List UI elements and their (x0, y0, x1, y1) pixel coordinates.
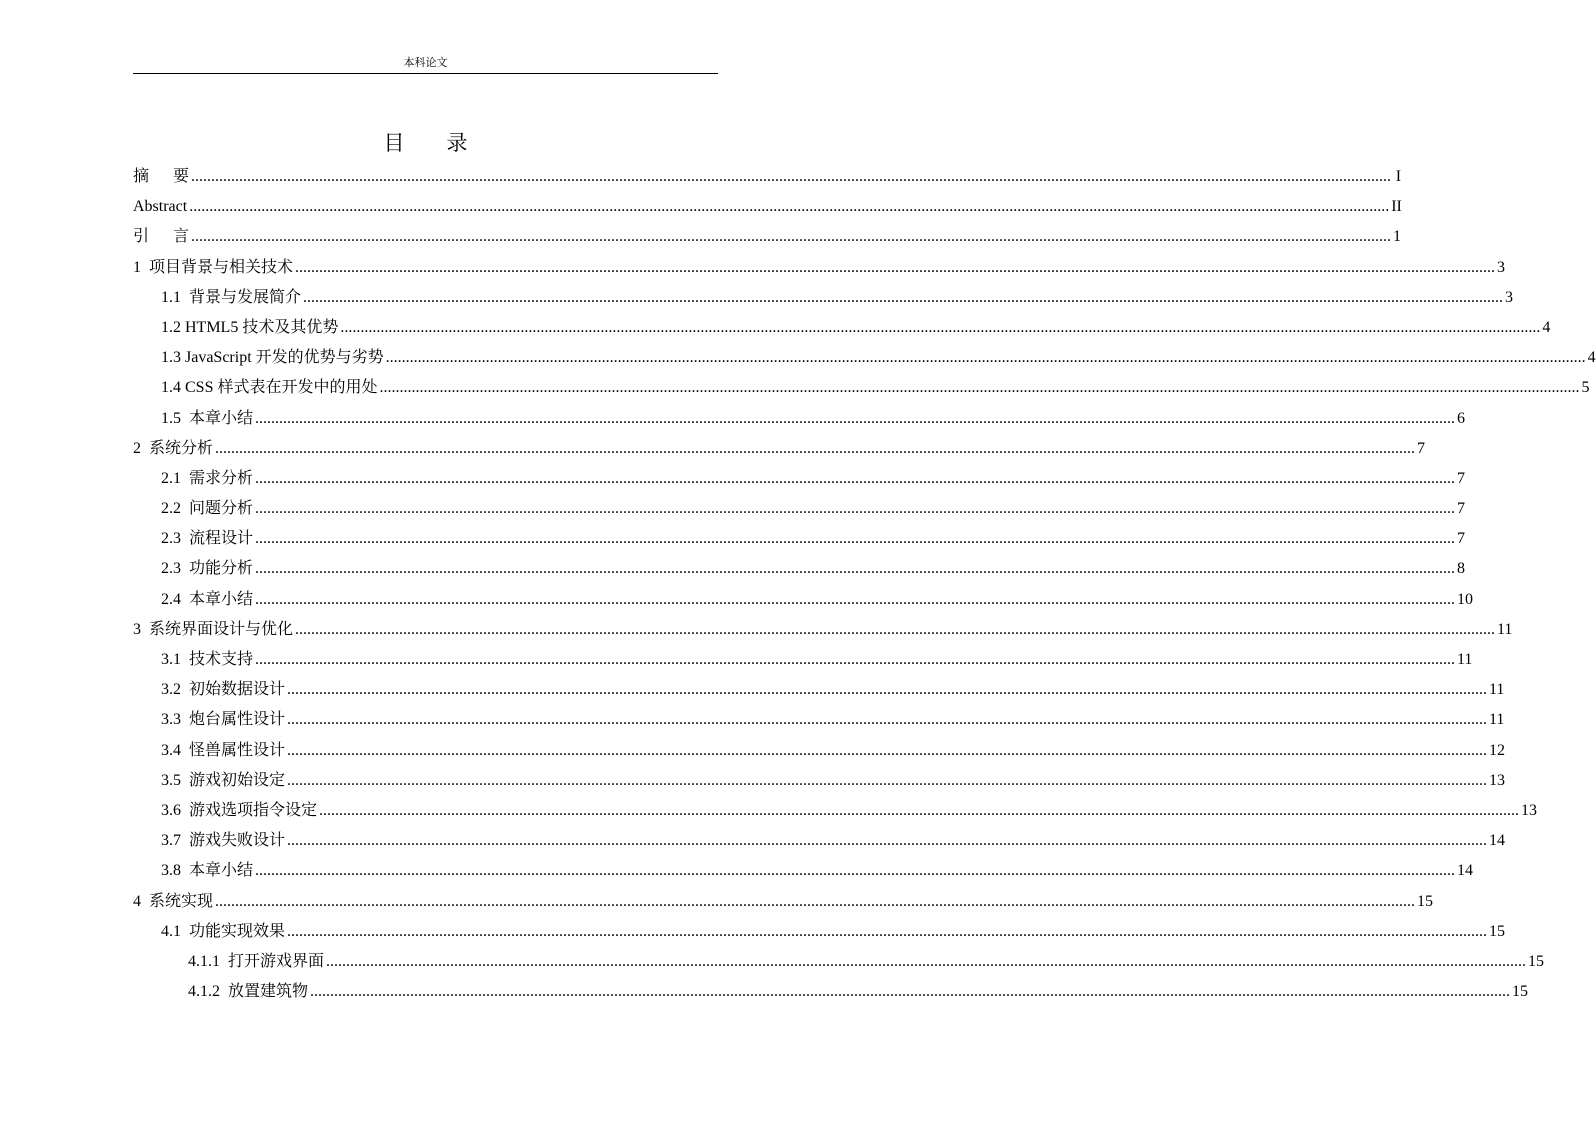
toc-entry-label: 2.3 功能分析 (161, 560, 254, 578)
toc-dot-leader: ............................................................................................................................................................................................................................................................................................................ (255, 409, 1456, 427)
toc-entry-page: 3 (1505, 288, 1514, 306)
toc-dot-leader: ............................................................................................................................................................................................................................................................................................................ (191, 168, 1392, 185)
toc-entry-page: 15 (1417, 892, 1434, 910)
toc-title (133, 130, 718, 156)
toc-entry-label: 4.1.1 打开游戏界面 (188, 952, 325, 970)
toc-entry[interactable] (133, 921, 1506, 951)
toc-dot-leader: ............................................................................................................................................................................................................................................................................................................ (287, 771, 1488, 789)
toc-entry-page: 12 (1489, 741, 1506, 759)
toc-entry-page: 5 (1581, 379, 1590, 397)
toc-dot-leader: ............................................................................................................................................................................................................................................................................................................ (255, 469, 1456, 487)
toc-dot-leader: ............................................................................................................................................................................................................................................................................................................ (287, 741, 1488, 759)
toc-entry-page: 15 (1489, 922, 1506, 940)
toc-entry[interactable] (133, 317, 1551, 347)
toc-entry[interactable] (133, 619, 1513, 649)
toc-entry-label: 2.3 流程设计 (161, 530, 254, 548)
toc-entry[interactable] (133, 860, 1474, 890)
toc-entry[interactable] (133, 800, 1538, 830)
toc-dot-leader: ............................................................................................................................................................................................................................................................................................................ (189, 198, 1390, 216)
toc-entry-label: 3.3 炮台属性设计 (161, 711, 286, 729)
toc-entry[interactable] (133, 377, 1590, 407)
toc-entry[interactable] (133, 589, 1474, 619)
toc-entry-page: 13 (1489, 771, 1506, 789)
toc-entry[interactable] (133, 226, 1402, 256)
toc-entry-page: 14 (1457, 862, 1474, 880)
toc-entry-page: 15 (1528, 952, 1545, 970)
toc-dot-leader: ............................................................................................................................................................................................................................................................................................................ (295, 258, 1496, 276)
toc-entry[interactable] (133, 770, 1506, 800)
toc-entry-label: 3.2 初始数据设计 (161, 681, 286, 699)
toc-entry-label: 引 言 (133, 228, 190, 246)
toc-entry-label: 2.2 问题分析 (161, 500, 254, 518)
toc-entry[interactable] (133, 287, 1514, 317)
toc-entry[interactable] (133, 740, 1506, 770)
toc-entry-label: 摘 要 (133, 168, 190, 185)
toc-entry-label: 1.4 CSS 样式表在开发中的用处 (161, 379, 378, 397)
table-of-contents (133, 166, 1596, 1011)
toc-dot-leader: ............................................................................................................................................................................................................................................................................................................ (191, 228, 1392, 246)
toc-entry[interactable] (133, 558, 1466, 588)
toc-entry-page: 14 (1489, 832, 1506, 850)
header-rule (133, 73, 718, 74)
toc-dot-leader: ............................................................................................................................................................................................................................................................................................................ (255, 560, 1456, 578)
toc-entry-label: 2.1 需求分析 (161, 469, 254, 487)
toc-dot-leader: ............................................................................................................................................................................................................................................................................................................ (303, 288, 1504, 306)
toc-entry-label: 3.8 本章小结 (161, 862, 254, 880)
toc-entry-label: 1 项目背景与相关技术 (133, 258, 294, 276)
toc-entry-label: 1.1 背景与发展简介 (161, 288, 302, 306)
toc-entry-label: 1.5 本章小结 (161, 409, 254, 427)
toc-dot-leader: ............................................................................................................................................................................................................................................................................................................ (255, 862, 1456, 880)
toc-entry[interactable] (133, 528, 1466, 558)
toc-entry-label: 1.3 JavaScript 开发的优势与劣势 (161, 349, 384, 367)
toc-dot-leader: ............................................................................................................................................................................................................................................................................................................ (287, 922, 1488, 940)
toc-dot-leader: ............................................................................................................................................................................................................................................................................................................ (319, 801, 1520, 819)
toc-entry[interactable] (133, 166, 1402, 196)
toc-entry[interactable] (133, 649, 1473, 679)
toc-dot-leader: ............................................................................................................................................................................................................................................................................................................ (385, 349, 1586, 367)
toc-entry-label: 3.5 游戏初始设定 (161, 771, 286, 789)
toc-dot-leader: ............................................................................................................................................................................................................................................................................................................ (295, 620, 1496, 638)
toc-entry-page: 1 (1393, 228, 1402, 246)
toc-dot-leader: ............................................................................................................................................................................................................................................................................................................ (255, 590, 1456, 608)
toc-dot-leader: ............................................................................................................................................................................................................................................................................................................ (340, 318, 1541, 336)
toc-entry[interactable] (133, 347, 1596, 377)
toc-entry-page: 7 (1457, 500, 1466, 518)
toc-entry-page: 10 (1457, 590, 1474, 608)
toc-dot-leader: ............................................................................................................................................................................................................................................................................................................ (379, 379, 1580, 397)
toc-title-right: 录 (446, 131, 468, 155)
toc-entry[interactable] (133, 408, 1466, 438)
toc-entry-label: 4.1 功能实现效果 (161, 922, 286, 940)
toc-entry[interactable] (133, 951, 1545, 981)
toc-entry-label: 2.4 本章小结 (161, 590, 254, 608)
toc-entry-page: 15 (1512, 983, 1529, 1001)
toc-entry-label: 3.6 游戏选项指令设定 (161, 801, 318, 819)
toc-entry-page: 6 (1457, 409, 1466, 427)
toc-entry-page: 11 (1457, 651, 1473, 668)
toc-entry-page: 11 (1489, 711, 1505, 729)
toc-entry[interactable] (133, 257, 1506, 287)
toc-dot-leader: ............................................................................................................................................................................................................................................................................................................ (326, 952, 1527, 970)
toc-entry-label: 4 系统实现 (133, 892, 214, 910)
toc-dot-leader: ............................................................................................................................................................................................................................................................................................................ (310, 983, 1511, 1001)
toc-dot-leader: ............................................................................................................................................................................................................................................................................................................ (255, 500, 1456, 518)
toc-entry-page: 8 (1457, 560, 1466, 578)
toc-entry-page: 7 (1457, 530, 1466, 548)
toc-entry-label: 3.1 技术支持 (161, 651, 254, 668)
toc-entry-label: 3 系统界面设计与优化 (133, 620, 294, 638)
running-header: 本科论文 (403, 57, 448, 69)
toc-entry-page: 7 (1417, 439, 1426, 457)
toc-title-left: 目 (383, 131, 405, 155)
toc-entry-label: Abstract (133, 198, 188, 216)
toc-entry[interactable] (133, 891, 1434, 921)
toc-entry-page: 11 (1489, 681, 1505, 699)
toc-entry[interactable] (133, 709, 1505, 739)
toc-entry[interactable] (133, 498, 1466, 528)
toc-dot-leader: ............................................................................................................................................................................................................................................................................................................ (287, 711, 1488, 729)
toc-entry-page: 4 (1542, 318, 1551, 336)
toc-entry-page: I (1395, 168, 1402, 185)
toc-dot-leader: ............................................................................................................................................................................................................................................................................................................ (287, 681, 1488, 699)
toc-entry[interactable] (133, 981, 1529, 1011)
toc-dot-leader: ............................................................................................................................................................................................................................................................................................................ (215, 892, 1416, 910)
toc-dot-leader: ............................................................................................................................................................................................................................................................................................................ (215, 439, 1416, 457)
toc-entry[interactable] (133, 830, 1506, 860)
toc-entry-page: 13 (1521, 801, 1538, 819)
toc-entry-page: 11 (1497, 620, 1513, 638)
toc-entry[interactable] (133, 468, 1466, 498)
toc-entry[interactable] (133, 438, 1426, 468)
toc-entry-label: 4.1.2 放置建筑物 (188, 983, 309, 1001)
toc-dot-leader: ............................................................................................................................................................................................................................................................................................................ (255, 530, 1456, 548)
toc-entry-page: 7 (1457, 469, 1466, 487)
toc-entry-page: 3 (1497, 258, 1506, 276)
toc-entry-label: 2 系统分析 (133, 439, 214, 457)
toc-entry-label: 3.4 怪兽属性设计 (161, 741, 286, 759)
toc-entry[interactable] (133, 196, 1402, 226)
toc-entry-page: 4 (1587, 349, 1596, 367)
toc-dot-leader: ............................................................................................................................................................................................................................................................................................................ (287, 832, 1488, 850)
toc-dot-leader: ............................................................................................................................................................................................................................................................................................................ (255, 651, 1456, 668)
toc-entry-label: 1.2 HTML5 技术及其优势 (161, 318, 339, 336)
toc-entry-page: II (1391, 198, 1402, 216)
toc-entry-label: 3.7 游戏失败设计 (161, 832, 286, 850)
toc-entry[interactable] (133, 679, 1505, 709)
